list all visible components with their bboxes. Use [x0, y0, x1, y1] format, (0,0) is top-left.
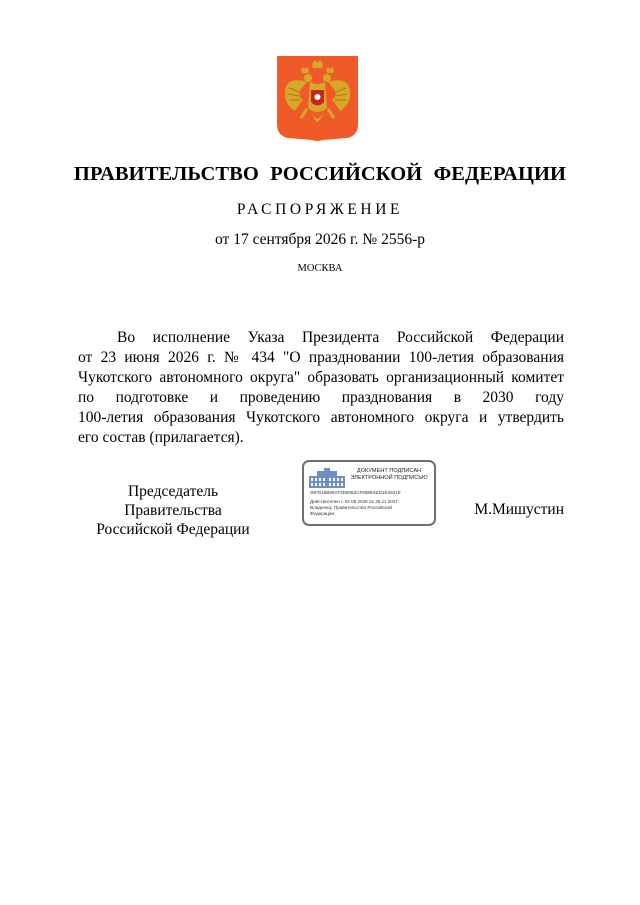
- signer-position: [78, 482, 268, 539]
- document-type: РАСПОРЯЖЕНИЕ: [236, 201, 404, 218]
- certificate-owner: Владелец: Правительство Российской: [310, 505, 392, 510]
- stamp-title: [346, 468, 432, 482]
- signer-position-line: Председатель Правительства: [124, 483, 222, 519]
- coat-of-arms-icon: [277, 56, 358, 143]
- document-city: МОСКВА: [297, 263, 343, 274]
- order-body-line: 100-летия образования Чукотского автономного округа и утвердить: [78, 409, 564, 426]
- government-building-icon: [309, 468, 345, 488]
- document-date-number: от 17 сентября 2026 г. № 2556-р: [215, 231, 425, 248]
- certificate-owner: Федерации: [310, 511, 335, 516]
- electronic-signature-stamp: [302, 460, 436, 526]
- order-body-line: Чукотского автономного округа" образовать организационный комитет: [78, 369, 564, 386]
- government-title: ПРАВИТЕЛЬСТВО РОССИЙСКОЙ ФЕДЕРАЦИИ: [73, 163, 567, 185]
- stamp-title-line: ДОКУМЕНТ ПОДПИСАН: [356, 468, 422, 474]
- signer-name: М.Мишустин: [474, 501, 564, 518]
- order-body-line: по подготовке и проведению празднования в 2030 году: [78, 389, 564, 406]
- signer-position-line: Российской Федерации: [96, 521, 250, 538]
- order-body-line: Во исполнение Указа Президента Российской Федерации: [117, 329, 564, 346]
- order-body: [78, 328, 564, 448]
- certificate-number: 00FD16B96AT3D8062CF0888SED1E4631E: [310, 490, 401, 495]
- certificate-validity: Действителен с 02.09.2026 по 26.11.2027: [310, 499, 398, 504]
- order-body-line: его состав (прилагается).: [78, 429, 244, 446]
- stamp-title-line: ЭЛЕКТРОННОЙ ПОДПИСЬЮ: [350, 475, 428, 481]
- order-body-line: от 23 июня 2026 г. № 434 "О праздновании 100-летия образования: [78, 349, 564, 366]
